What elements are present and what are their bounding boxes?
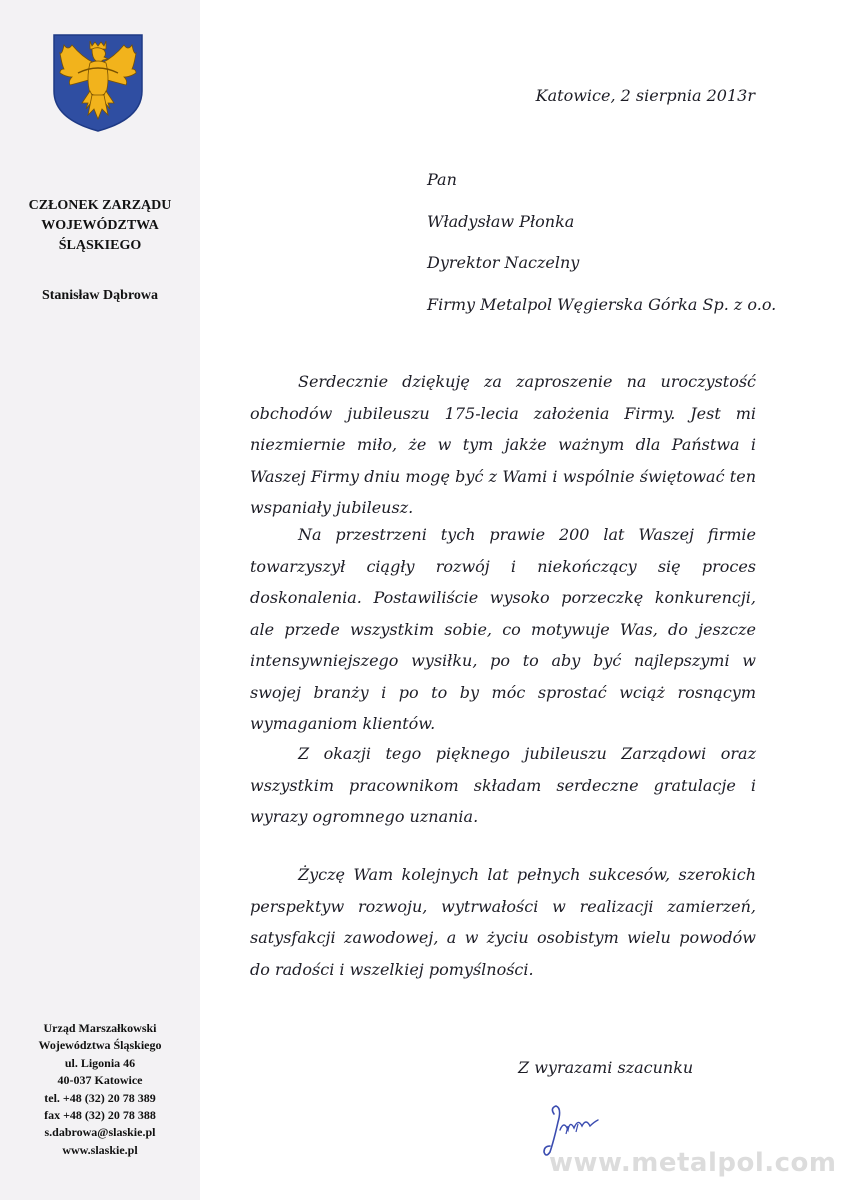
paragraph-congratulations <box>250 738 756 833</box>
recipient-company: Firmy Metalpol Węgierska Górka Sp. z o.o. <box>427 294 777 314</box>
member-name: Stanisław Dąbrowa <box>41 288 159 303</box>
office-title-line: CZŁONEK ZARZĄDU <box>28 198 172 213</box>
address-line: ul. Ligonia 46 <box>64 1055 136 1070</box>
office-title-line: ŚLĄSKIEGO <box>58 238 142 253</box>
letterhead-sidebar <box>0 0 200 1200</box>
paragraph-thanks <box>250 366 756 524</box>
letter-body <box>200 0 841 1200</box>
fax-number: fax +48 (32) 20 78 388 <box>44 1108 156 1123</box>
recipient-block <box>427 168 776 334</box>
address-line: Urząd Marszałkowski <box>43 1021 157 1035</box>
office-title-line: WOJEWÓDZTWA <box>41 218 159 233</box>
closing-phrase: Z wyrazami szacunku <box>518 1058 694 1077</box>
paragraph-text: Serdecznie dziękuję za zaproszenie na uroczystość obchodów jubileuszu 175-lecia założenia Firmy. Jest mi niezmiernie miło, że w tym jakże ważnym dla Państwa i Waszej Firmy dniu mogę być z Wami i wspólnie świętować ten wspaniały jubileusz. <box>250 372 756 517</box>
silesia-coat-of-arms-icon <box>52 33 144 133</box>
paragraph-text: Życzę Wam kolejnych lat pełnych sukcesów, szerokich perspektyw rozwoju, wytrwałości w realizacji zamierzeń, satysfakcji zawodowej, a w życiu osobistym wielu powodów do radości i wszelkiej pomyślności. <box>250 865 756 979</box>
recipient-position: Dyrektor Naczelny <box>427 253 580 272</box>
recipient-salutation: Pan <box>427 170 457 189</box>
paragraph-history <box>250 519 756 740</box>
paragraph-text: Z okazji tego pięknego jubileuszu Zarządowi oraz wszystkim pracownikom składam serdeczne gratulacje i wyrazy ogromnego uznania. <box>250 744 756 826</box>
recipient-name: Władysław Płonka <box>427 211 575 231</box>
website-address: www.slaskie.pl <box>62 1142 138 1157</box>
office-title <box>10 196 190 256</box>
address-line: 40-037 Katowice <box>57 1073 143 1088</box>
letter-date: Katowice, 2 sierpnia 2013r <box>535 86 755 105</box>
office-address <box>10 1020 190 1159</box>
address-line: Województwa Śląskiego <box>38 1038 162 1053</box>
paragraph-wishes <box>250 859 756 985</box>
website-watermark: www.metalpol.com <box>549 1148 837 1178</box>
email-address: s.dabrowa@slaskie.pl <box>44 1125 156 1140</box>
paragraph-text: Na przestrzeni tych prawie 200 lat Waszej firmie towarzyszył ciągły rozwój i niekończący się proces doskonalenia. Postawiliście wysoko porzeczkę konkurencji, ale przede wszystkim sobie, co motywuje Was, do jeszcze intensywniejszego wysiłku, po to aby być najlepszymi w swojej branży i po to by móc sprostać wciąż rosnącym wymaganiom klientów. <box>250 525 756 733</box>
phone-number: tel. +48 (32) 20 78 389 <box>44 1090 156 1105</box>
